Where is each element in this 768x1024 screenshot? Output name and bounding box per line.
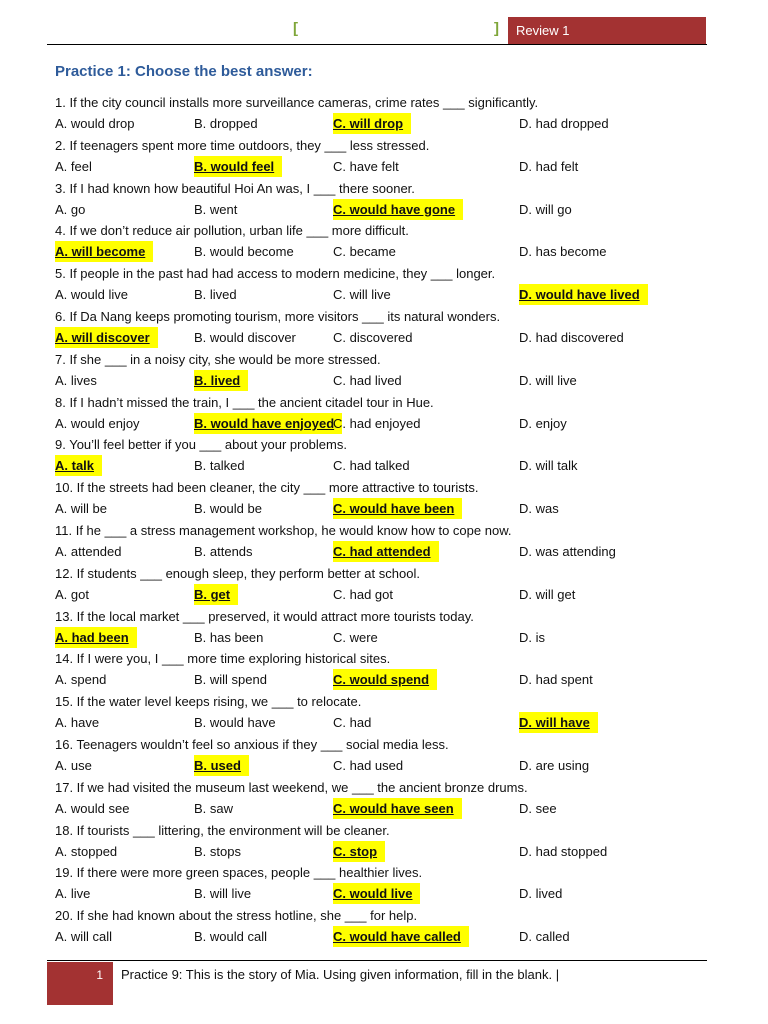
- option-d[interactable]: D. was attending: [519, 543, 616, 559]
- option-c[interactable]: C. will live: [333, 287, 391, 303]
- question-item: [55, 135, 715, 178]
- option-a[interactable]: A. go: [55, 201, 86, 217]
- answer-options: [55, 413, 715, 434]
- option-c-correct[interactable]: C. would live: [333, 883, 420, 904]
- question-item: [55, 477, 715, 520]
- option-c[interactable]: C. had used: [333, 757, 404, 773]
- question-text: 20. If she had known about the stress hotline, she ___ for help.: [55, 908, 418, 924]
- option-c-correct[interactable]: C. would spend: [333, 669, 437, 690]
- option-b-correct[interactable]: B. would feel: [194, 156, 282, 177]
- practice-title: Practice 1: Choose the best answer:: [55, 63, 313, 80]
- option-b[interactable]: B. would call: [194, 929, 267, 945]
- option-c-correct[interactable]: C. would have gone: [333, 199, 463, 220]
- answer-options: [55, 755, 715, 776]
- option-c-correct[interactable]: C. would have seen: [333, 798, 462, 819]
- option-c[interactable]: C. had lived: [333, 372, 402, 388]
- question-text: 16. Teenagers wouldn’t feel so anxious if they ___ social media less.: [55, 736, 449, 752]
- option-c[interactable]: C. were: [333, 629, 378, 645]
- option-c[interactable]: C. had enjoyed: [333, 415, 421, 431]
- option-a-correct[interactable]: A. will become: [55, 241, 153, 262]
- option-c[interactable]: C. had talked: [333, 458, 410, 474]
- question-text: 5. If people in the past had had access to modern medicine, they ___ longer.: [55, 266, 496, 282]
- answer-options: [55, 241, 715, 262]
- option-d[interactable]: D. will go: [519, 201, 572, 217]
- option-b[interactable]: B. will spend: [194, 672, 267, 688]
- option-a-correct[interactable]: A. will discover: [55, 327, 158, 348]
- option-c[interactable]: C. had: [333, 715, 372, 731]
- option-b[interactable]: B. would become: [194, 244, 294, 260]
- question-item: [55, 734, 715, 777]
- header-right-bracket: ]: [494, 20, 499, 37]
- option-d[interactable]: D. called: [519, 929, 570, 945]
- option-c[interactable]: C. have felt: [333, 158, 399, 174]
- option-c-correct[interactable]: C. had attended: [333, 541, 439, 562]
- page-number: 1: [47, 962, 113, 1005]
- footer-text: Practice 9: This is the story of Mia. Using given information, fill in the blank. |: [121, 967, 560, 982]
- option-b-correct[interactable]: B. get: [194, 584, 238, 605]
- header-left-bracket: [: [293, 20, 298, 37]
- option-b[interactable]: B. stops: [194, 843, 241, 859]
- page-footer: [47, 960, 707, 1005]
- option-b[interactable]: B. would be: [194, 501, 262, 517]
- option-b[interactable]: B. saw: [194, 800, 234, 816]
- question-text: 12. If students ___ enough sleep, they perform better at school.: [55, 565, 420, 581]
- option-b-correct[interactable]: B. used: [194, 755, 249, 776]
- option-b[interactable]: B. dropped: [194, 116, 258, 131]
- option-d[interactable]: D. had dropped: [519, 116, 609, 131]
- answer-options: [55, 798, 715, 819]
- question-item: [55, 178, 715, 221]
- option-a[interactable]: A. would enjoy: [55, 415, 140, 431]
- option-a-correct[interactable]: A. talk: [55, 455, 102, 476]
- question-text: 1. If the city council installs more surveillance cameras, crime rates ___ significantly.: [55, 95, 539, 110]
- question-text: 14. If I were you, I ___ more time exploring historical sites.: [55, 651, 391, 667]
- question-item: [55, 392, 715, 435]
- option-b[interactable]: B. will live: [194, 886, 252, 902]
- option-d[interactable]: D. enjoy: [519, 415, 567, 431]
- option-d[interactable]: D. will get: [519, 586, 576, 602]
- question-text: 9. You’ll feel better if you ___ about your problems.: [55, 437, 347, 453]
- question-item: [55, 606, 715, 649]
- question-text: 15. If the water level keeps rising, we ___ to relocate.: [55, 694, 362, 710]
- question-text: 13. If the local market ___ preserved, it would attract more tourists today.: [55, 608, 474, 624]
- answer-options: [55, 584, 715, 605]
- option-b[interactable]: B. attends: [194, 543, 253, 559]
- question-text: 17. If we had visited the museum last weekend, we ___ the ancient bronze drums.: [55, 779, 528, 795]
- option-a[interactable]: A. will call: [55, 929, 113, 945]
- option-a[interactable]: A. will be: [55, 501, 108, 517]
- option-c-correct[interactable]: C. would have been: [333, 498, 462, 519]
- option-b[interactable]: B. lived: [194, 287, 237, 303]
- option-a[interactable]: A. lives: [55, 372, 97, 388]
- question-text: 4. If we don’t reduce air pollution, urban life ___ more difficult.: [55, 223, 409, 239]
- option-a[interactable]: A. live: [55, 886, 91, 902]
- question-text: 8. If I hadn’t missed the train, I ___ the ancient citadel tour in Hue.: [55, 394, 434, 410]
- answer-options: [55, 669, 715, 690]
- option-d[interactable]: D. is: [519, 629, 545, 645]
- answer-options: [55, 883, 715, 904]
- answer-options: [55, 627, 715, 648]
- option-b[interactable]: B. has been: [194, 629, 264, 645]
- answer-options: [55, 156, 715, 177]
- option-c-correct[interactable]: C. will drop: [333, 113, 411, 134]
- option-b[interactable]: B. talked: [194, 458, 245, 474]
- option-d[interactable]: D. lived: [519, 886, 563, 902]
- option-d-correct[interactable]: D. would have lived: [519, 284, 648, 305]
- answer-options: [55, 712, 715, 733]
- option-a[interactable]: A. would drop: [55, 116, 135, 131]
- question-item: [55, 905, 715, 948]
- question-item: [55, 349, 715, 392]
- option-d[interactable]: D. had spent: [519, 672, 593, 688]
- option-b[interactable]: B. would discover: [194, 329, 296, 345]
- option-d-correct[interactable]: D. will have: [519, 712, 598, 733]
- option-c[interactable]: C. had got: [333, 586, 393, 602]
- header-divider: [47, 44, 707, 45]
- question-item: [55, 520, 715, 563]
- option-c[interactable]: C. became: [333, 244, 396, 260]
- question-item: [55, 777, 715, 820]
- answer-options: [55, 926, 715, 947]
- question-list: [55, 92, 715, 948]
- answer-options: [55, 113, 715, 134]
- question-item: [55, 691, 715, 734]
- footer-divider: [47, 960, 707, 961]
- option-a[interactable]: A. got: [55, 586, 89, 602]
- question-text: 7. If she ___ in a noisy city, she would be more stressed.: [55, 351, 381, 367]
- answer-options: [55, 841, 715, 862]
- option-d[interactable]: D. are using: [519, 757, 590, 773]
- answer-options: [55, 455, 715, 476]
- option-a[interactable]: A. stopped: [55, 843, 118, 859]
- question-item: [55, 92, 715, 135]
- question-text: 11. If he ___ a stress management workshop, he would know how to cope now.: [55, 522, 512, 538]
- option-d[interactable]: D. has become: [519, 244, 607, 260]
- option-a[interactable]: A. would live: [55, 287, 128, 303]
- question-text: 3. If I had known how beautiful Hoi An was, I ___ there sooner.: [55, 180, 415, 196]
- question-item: [55, 263, 715, 306]
- option-c[interactable]: C. discovered: [333, 329, 413, 345]
- option-d[interactable]: D. had felt: [519, 158, 579, 174]
- option-d[interactable]: D. was: [519, 501, 559, 517]
- answer-options: [55, 370, 715, 391]
- option-b[interactable]: B. would have: [194, 715, 276, 731]
- question-text: 18. If tourists ___ littering, the environment will be cleaner.: [55, 822, 390, 838]
- question-item: [55, 820, 715, 863]
- option-d[interactable]: D. had discovered: [519, 329, 624, 345]
- question-text: 6. If Da Nang keeps promoting tourism, more visitors ___ its natural wonders.: [55, 308, 501, 324]
- answer-options: [55, 498, 715, 519]
- option-d[interactable]: D. see: [519, 800, 557, 816]
- option-b-correct[interactable]: B. lived: [194, 370, 248, 391]
- question-text: 10. If the streets had been cleaner, the city ___ more attractive to tourists.: [55, 480, 479, 496]
- answer-options: [55, 327, 715, 348]
- review-label: Review 1: [508, 17, 706, 44]
- question-item: [55, 434, 715, 477]
- question-item: [55, 306, 715, 349]
- question-text: 19. If there were more green spaces, people ___ healthier lives.: [55, 865, 423, 881]
- option-a[interactable]: A. attended: [55, 543, 122, 559]
- option-a[interactable]: A. spend: [55, 672, 107, 688]
- question-item: [55, 220, 715, 263]
- option-d[interactable]: D. had stopped: [519, 843, 608, 859]
- option-a[interactable]: A. feel: [55, 158, 92, 174]
- answer-options: [55, 284, 715, 305]
- page-header: [0, 0, 768, 50]
- option-a[interactable]: A. have: [55, 715, 100, 731]
- question-item: [55, 563, 715, 606]
- option-d[interactable]: D. will live: [519, 372, 577, 388]
- option-a-correct[interactable]: A. had been: [55, 627, 137, 648]
- option-a[interactable]: A. use: [55, 757, 92, 773]
- question-item: [55, 862, 715, 905]
- answer-options: [55, 199, 715, 220]
- option-b[interactable]: B. went: [194, 201, 238, 217]
- option-d[interactable]: D. will talk: [519, 458, 578, 474]
- option-b-correct[interactable]: B. would have enjoyed: [194, 413, 342, 434]
- answer-options: [55, 541, 715, 562]
- question-text: 2. If teenagers spent more time outdoors, they ___ less stressed.: [55, 137, 430, 153]
- option-a[interactable]: A. would see: [55, 800, 130, 816]
- option-c-correct[interactable]: C. would have called: [333, 926, 469, 947]
- question-item: [55, 648, 715, 691]
- option-c-correct[interactable]: C. stop: [333, 841, 385, 862]
